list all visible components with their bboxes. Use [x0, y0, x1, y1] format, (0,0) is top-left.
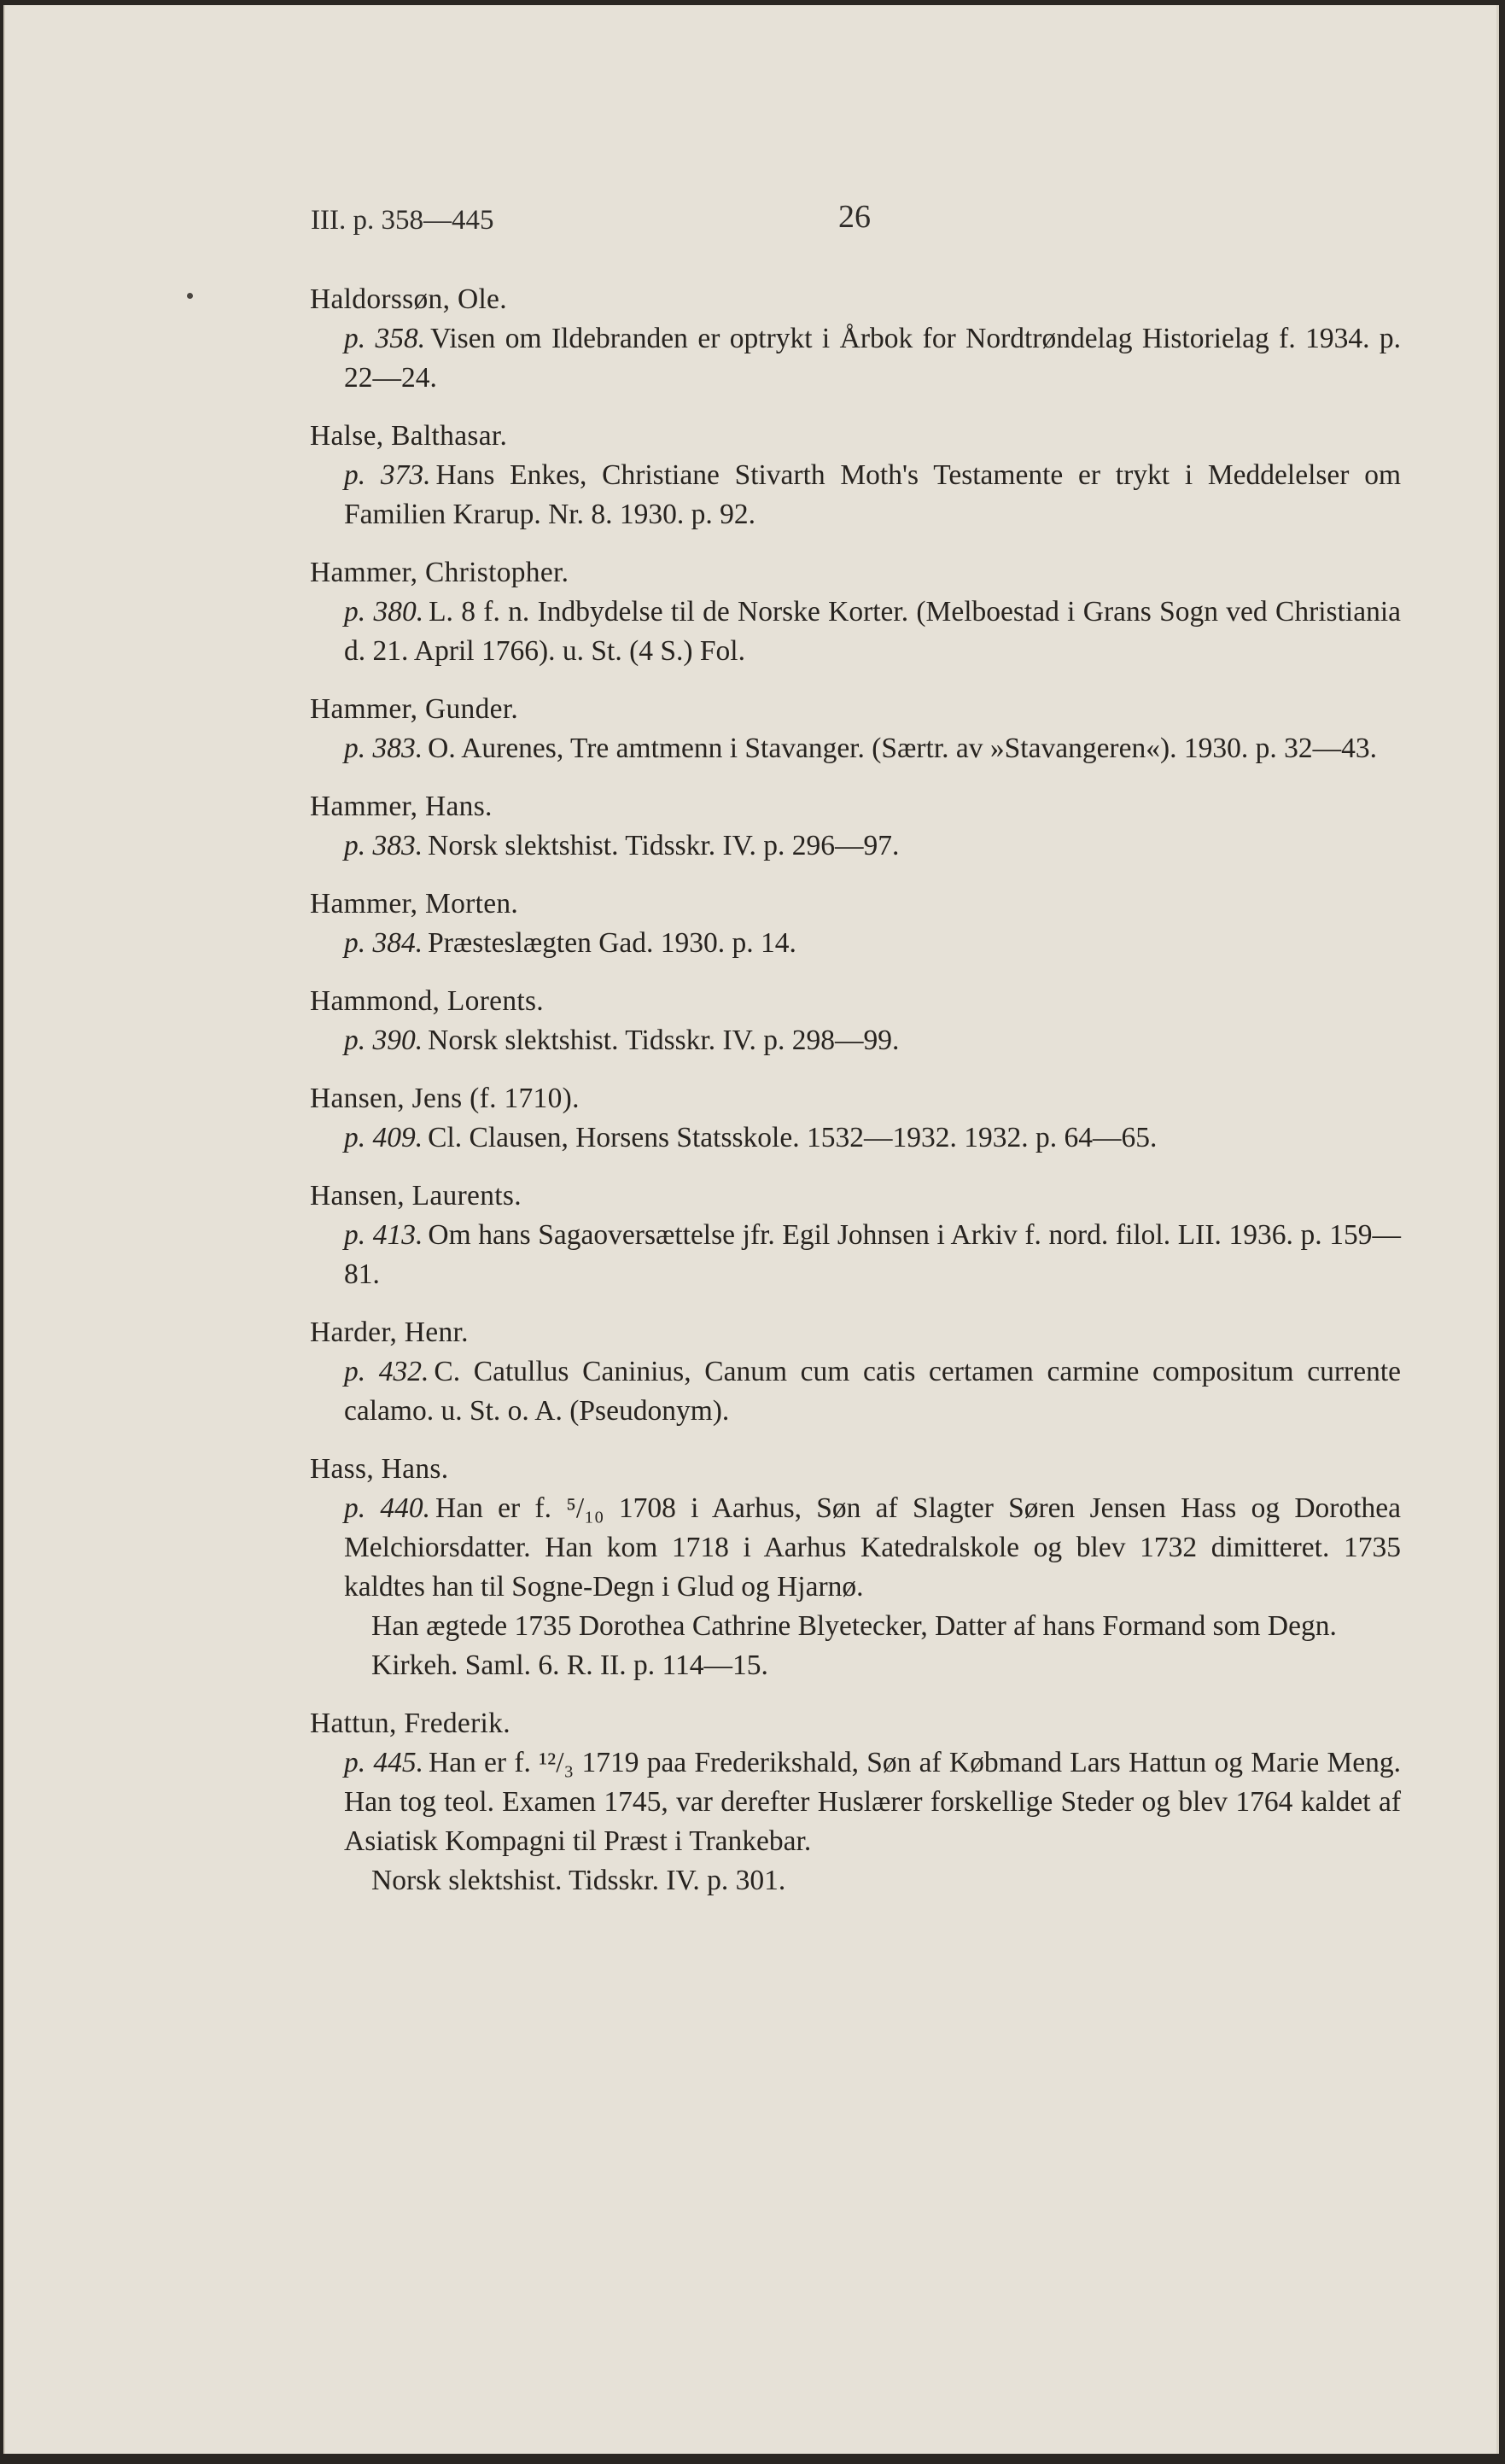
page-reference: p. 432.: [344, 1356, 429, 1387]
page-reference: p. 445.: [344, 1747, 423, 1778]
entry-paragraph: [344, 1352, 1401, 1431]
entry-body: [308, 1216, 1401, 1294]
entry-paragraph: [344, 1118, 1401, 1158]
entry-paragraph: [344, 1646, 1401, 1685]
entry-body: [308, 1352, 1401, 1431]
page-reference: p. 380.: [344, 596, 424, 628]
entry: [308, 1704, 1401, 1901]
entry-body: [308, 729, 1401, 768]
entry-name: Harder, Henr.: [310, 1317, 469, 1348]
entry: [308, 885, 1401, 963]
page-reference: p. 383.: [344, 830, 423, 861]
page-header: [311, 198, 1369, 249]
entry-paragraph: [344, 319, 1401, 398]
entry: [308, 982, 1401, 1060]
entry-name: Hammer, Morten.: [310, 888, 519, 920]
entry-list: [308, 280, 1401, 1919]
page-number: 26: [838, 199, 871, 235]
entry-paragraph: [344, 1607, 1401, 1646]
entry-paragraph: [344, 1021, 1401, 1060]
entry-paragraph: [344, 729, 1401, 768]
entry-text: Han er f. ¹²/₃ 1719 paa Frederikshald, Søn af Købmand Lars Hattun og Marie Meng. Han tog teol. Examen 1745, var derefter Huslærer forskellige Steder og blev 1764 kaldet af Asiatisk Kompagni til Præst i Trankebar.: [344, 1747, 1401, 1857]
entry-body: [308, 1489, 1401, 1685]
page-reference: p. 409.: [344, 1122, 423, 1153]
entry: [308, 787, 1401, 866]
entry-text: Han er f. ⁵/₁₀ 1708 i Aarhus, Søn af Slagter Søren Jensen Hass og Dorothea Melchiorsdatter. Han kom 1718 i Aarhus Katedralskole og blev 1732 dimitteret. 1735 kaldtes han til Sogne-Degn i Glud og Hjarnø.: [344, 1492, 1402, 1603]
entry: [308, 1450, 1401, 1685]
entry-body: [308, 826, 1401, 866]
entry: [308, 553, 1401, 671]
page-reference: p. 358.: [344, 323, 426, 354]
entry-text: Norsk slektshist. Tidsskr. IV. p. 298—99.: [428, 1025, 900, 1056]
entry-text: C. Catullus Caninius, Canum cum catis certamen carmine compositum currente calamo. u. St. o. A. (Pseudonym).: [344, 1356, 1401, 1427]
entry-name: Hansen, Laurents.: [310, 1180, 522, 1212]
entry-name: Hammer, Gunder.: [310, 693, 519, 725]
entry-name: Hammond, Lorents.: [310, 985, 544, 1017]
entry: [308, 1177, 1401, 1294]
entry-paragraph: [344, 1489, 1401, 1607]
entry-text: Visen om Ildebranden er optrykt i Årbok for Nordtrøndelag Historielag f. 1934. p. 22—24.: [344, 323, 1402, 394]
margin-dot-mark: [187, 293, 193, 299]
entry-body: [308, 1743, 1401, 1901]
volume-page-range: III. p. 358—445: [311, 205, 494, 236]
entry-name: Hammer, Christopher.: [310, 557, 569, 588]
entry-text: Cl. Clausen, Horsens Statsskole. 1532—1932. 1932. p. 64—65.: [428, 1122, 1158, 1153]
entry-paragraph: [344, 1861, 1401, 1901]
entry-paragraph: [344, 1216, 1401, 1294]
entry-body: [308, 924, 1401, 963]
page-reference: p. 413.: [344, 1219, 423, 1251]
entry-paragraph: [344, 826, 1401, 866]
entry-body: [308, 1118, 1401, 1158]
entry: [308, 1313, 1401, 1431]
entry: [308, 280, 1401, 398]
entry-paragraph: [344, 924, 1401, 963]
entry: [308, 690, 1401, 768]
page-reference: p. 383.: [344, 733, 423, 764]
book-page: [3, 5, 1499, 2454]
page-reference: p. 440.: [344, 1492, 431, 1524]
page-reference: p. 390.: [344, 1025, 423, 1056]
entry-text: O. Aurenes, Tre amtmenn i Stavanger. (Særtr. av »Stavangeren«). 1930. p. 32—43.: [428, 733, 1377, 764]
entry-body: [308, 1021, 1401, 1060]
page-reference: p. 373.: [344, 459, 431, 491]
entry-name: Hass, Hans.: [310, 1453, 449, 1485]
entry-text: Norsk slektshist. Tidsskr. IV. p. 296—97.: [428, 830, 900, 861]
entry-body: [308, 456, 1401, 534]
entry-text: Præsteslægten Gad. 1930. p. 14.: [428, 927, 796, 959]
entry-text: Kirkeh. Saml. 6. R. II. p. 114—15.: [371, 1649, 768, 1681]
entry-name: Hansen, Jens (f. 1710).: [310, 1083, 580, 1114]
entry-name: Halse, Balthasar.: [310, 420, 508, 452]
entry-name: Hattun, Frederik.: [310, 1708, 510, 1739]
entry-text: Om hans Sagaoversættelse jfr. Egil Johnsen i Arkiv f. nord. filol. LII. 1936. p. 159—81.: [344, 1219, 1402, 1290]
entry-text: Hans Enkes, Christiane Stivarth Moth's Testamente er trykt i Meddelelser om Familien Krarup. Nr. 8. 1930. p. 92.: [344, 459, 1402, 530]
entry-body: [308, 593, 1401, 671]
entry-name: Hammer, Hans.: [310, 791, 493, 822]
entry-paragraph: [344, 593, 1401, 671]
entry-paragraph: [344, 456, 1401, 534]
entry-name: Haldorssøn, Ole.: [310, 283, 507, 315]
entry-text: L. 8 f. n. Indbydelse til de Norske Korter. (Melboestad i Grans Sogn ved Christiania d. 21. April 1766). u. St. (4 S.) Fol.: [344, 596, 1401, 667]
entry-text: Norsk slektshist. Tidsskr. IV. p. 301.: [371, 1865, 786, 1896]
entry: [308, 417, 1401, 534]
entry-body: [308, 319, 1401, 398]
entry-paragraph: [344, 1743, 1401, 1861]
entry-text: Han ægtede 1735 Dorothea Cathrine Blyetecker, Datter af hans Formand som Degn.: [371, 1610, 1337, 1642]
entry: [308, 1079, 1401, 1158]
page-reference: p. 384.: [344, 927, 423, 959]
